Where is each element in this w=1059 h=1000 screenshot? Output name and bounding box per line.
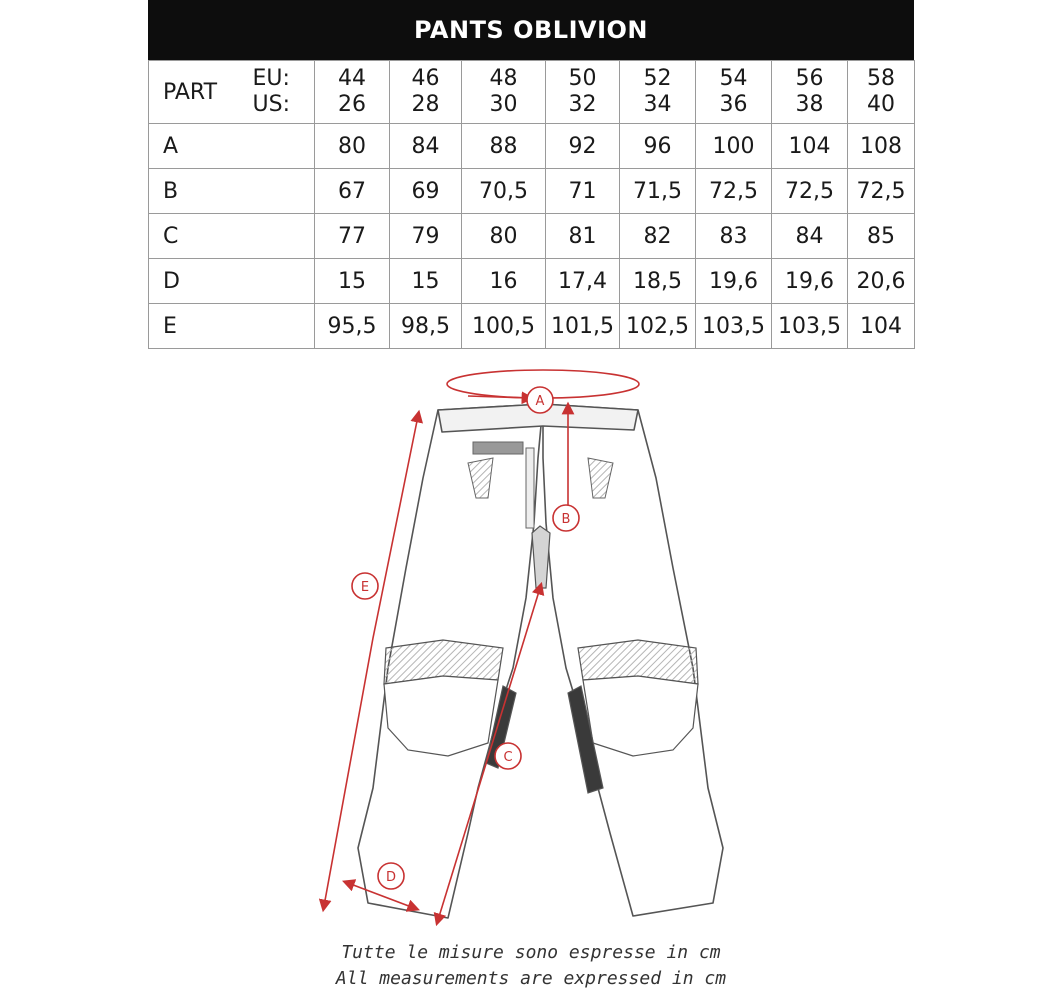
table-cell: 81 xyxy=(546,214,620,259)
size-us: 34 xyxy=(643,92,672,117)
table-cell: 18,5 xyxy=(620,259,696,304)
crotch-panel xyxy=(532,526,550,588)
part-label: B xyxy=(149,169,315,214)
size-col xyxy=(546,61,620,124)
size-us: 30 xyxy=(489,92,518,117)
size-col xyxy=(772,61,848,124)
table-cell: 72,5 xyxy=(848,169,915,214)
table-cell: 100 xyxy=(696,124,772,169)
size-us: 26 xyxy=(338,92,366,117)
callout-c-text: C xyxy=(503,750,513,765)
size-eu: 44 xyxy=(338,66,366,91)
size-us: 38 xyxy=(795,92,824,117)
eu-label: EU: xyxy=(252,66,290,91)
chart-title: PANTS OBLIVION xyxy=(148,0,914,60)
table-row xyxy=(149,169,915,214)
table-cell: 20,6 xyxy=(848,259,915,304)
table-cell: 101,5 xyxy=(546,304,620,349)
table-cell: 79 xyxy=(390,214,462,259)
size-eu: 50 xyxy=(568,66,597,91)
size-col xyxy=(848,61,915,124)
table-header-row xyxy=(149,61,915,124)
callout-b-text: B xyxy=(561,512,571,527)
size-col xyxy=(390,61,462,124)
size-col xyxy=(620,61,696,124)
table-cell: 15 xyxy=(390,259,462,304)
table-cell: 102,5 xyxy=(620,304,696,349)
table-cell: 72,5 xyxy=(696,169,772,214)
table-cell: 77 xyxy=(315,214,390,259)
size-eu: 58 xyxy=(867,66,895,91)
callout-d-text: D xyxy=(385,870,397,885)
note-italian: Tutte le misure sono espresse in cm xyxy=(341,942,721,963)
part-label: D xyxy=(149,259,315,304)
measurement-note xyxy=(148,940,914,992)
callout-e-text: E xyxy=(360,580,370,595)
size-eu: 54 xyxy=(719,66,748,91)
callout-a-text: A xyxy=(535,394,545,409)
size-chart-sheet xyxy=(148,0,914,1000)
guide-a-arrow xyxy=(468,396,528,398)
part-label: A xyxy=(149,124,315,169)
table-cell: 83 xyxy=(696,214,772,259)
size-us: 40 xyxy=(867,92,895,117)
table-cell: 82 xyxy=(620,214,696,259)
size-eu: 48 xyxy=(489,66,518,91)
part-header: PART xyxy=(149,61,253,124)
table-cell: 96 xyxy=(620,124,696,169)
table-cell: 19,6 xyxy=(696,259,772,304)
size-eu: 46 xyxy=(411,66,440,91)
table-cell: 104 xyxy=(848,304,915,349)
table-cell: 71 xyxy=(546,169,620,214)
table-cell: 80 xyxy=(462,214,546,259)
size-us: 32 xyxy=(568,92,597,117)
table-cell: 103,5 xyxy=(772,304,848,349)
table-cell: 85 xyxy=(848,214,915,259)
table-cell: 84 xyxy=(390,124,462,169)
table-row xyxy=(149,304,915,349)
table-row xyxy=(149,259,915,304)
size-eu: 52 xyxy=(643,66,672,91)
table-cell: 19,6 xyxy=(772,259,848,304)
note-english: All measurements are expressed in cm xyxy=(335,968,727,989)
table-cell: 108 xyxy=(848,124,915,169)
table-cell: 104 xyxy=(772,124,848,169)
pants-diagram xyxy=(148,348,914,938)
size-col xyxy=(696,61,772,124)
size-us: 36 xyxy=(719,92,748,117)
table-cell: 72,5 xyxy=(772,169,848,214)
size-system-labels xyxy=(253,61,315,124)
table-cell: 69 xyxy=(390,169,462,214)
part-label: E xyxy=(149,304,315,349)
table-row xyxy=(149,214,915,259)
table-cell: 88 xyxy=(462,124,546,169)
part-label: C xyxy=(149,214,315,259)
table-cell: 100,5 xyxy=(462,304,546,349)
table-cell: 103,5 xyxy=(696,304,772,349)
table-cell: 95,5 xyxy=(315,304,390,349)
table-row xyxy=(149,124,915,169)
table-cell: 16 xyxy=(462,259,546,304)
table-cell: 71,5 xyxy=(620,169,696,214)
us-label: US: xyxy=(252,92,290,117)
table-cell: 84 xyxy=(772,214,848,259)
table-cell: 80 xyxy=(315,124,390,169)
table-cell: 67 xyxy=(315,169,390,214)
table-cell: 15 xyxy=(315,259,390,304)
size-eu: 56 xyxy=(795,66,824,91)
table-cell: 70,5 xyxy=(462,169,546,214)
table-cell: 17,4 xyxy=(546,259,620,304)
size-col xyxy=(462,61,546,124)
table-cell: 98,5 xyxy=(390,304,462,349)
size-col xyxy=(315,61,390,124)
size-table xyxy=(148,60,915,349)
size-us: 28 xyxy=(411,92,440,117)
table-cell: 92 xyxy=(546,124,620,169)
